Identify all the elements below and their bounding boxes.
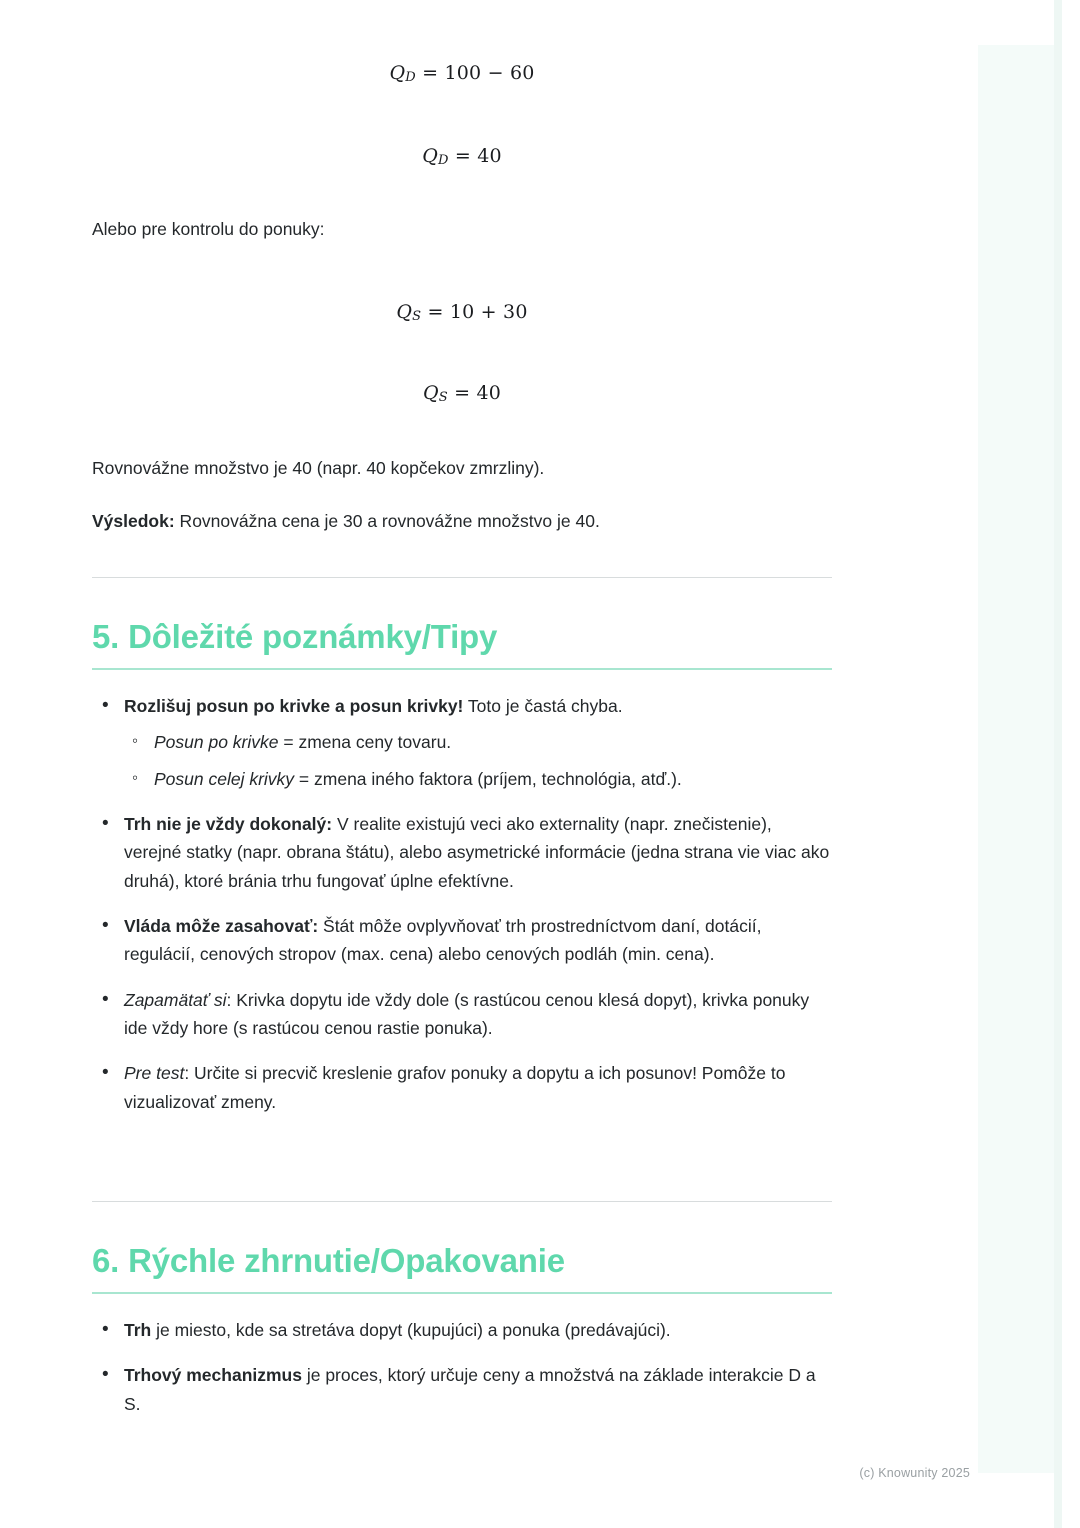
equation-2 — [92, 145, 832, 168]
list-item-bold: Rozlišuj posun po krivke a posun krivky! — [124, 696, 464, 717]
sub-item-text: = zmena ceny tovaru. — [278, 731, 452, 752]
section-heading-5: 5. Dôležité poznámky/Tipy — [92, 618, 498, 656]
equation-2-rhs: = 40 — [454, 145, 502, 167]
list-item-text: Toto je častá chyba. — [463, 696, 623, 717]
section-rule-5 — [92, 668, 832, 670]
equation-2-subscript: D — [437, 153, 449, 168]
equation-3-variable: Q — [396, 301, 413, 324]
paragraph-rovnovazne: Rovnovážne množstvo je 40 (napr. 40 kopčekov zmrzliny). — [92, 458, 545, 479]
equation-1 — [92, 62, 832, 85]
equation-2-variable: Q — [422, 145, 438, 167]
section-divider-bottom — [92, 1201, 832, 1202]
equation-4 — [92, 382, 832, 405]
paragraph-vysledok — [92, 508, 832, 535]
sub-list-item — [124, 766, 832, 793]
sub-item-italic: Posun celej krivky — [154, 768, 295, 789]
list-item-bold: Trh — [124, 1320, 152, 1341]
section-divider-top — [92, 577, 832, 578]
list-item — [92, 810, 832, 895]
equation-1-variable: Q — [389, 62, 406, 84]
equation-3 — [92, 301, 832, 324]
list-item-text: je proces, ktorý určuje ceny a množstvá na základe interakcie D a S. — [124, 1365, 816, 1414]
list-item — [92, 692, 832, 793]
sub-item-italic: Posun po krivke — [154, 731, 279, 752]
list-item — [92, 1059, 832, 1116]
sub-list-item — [124, 729, 832, 756]
vysledok-text: Rovnovážna cena je 30 a rovnovážne množstvo je 40. — [174, 511, 600, 532]
list-item-text: : Krivka dopytu ide vždy dole (s rastúcou cenou klesá dopyt), krivka ponuky ide vždy hore (s rastúcou cenou rastie ponuka). — [124, 989, 810, 1039]
section-5-list — [92, 692, 832, 1116]
list-item-bold: Trh nie je vždy dokonalý: — [124, 813, 333, 834]
list-item-text: je miesto, kde sa stretáva dopyt (kupujúci) a ponuka (predávajúci). — [151, 1320, 671, 1341]
list-item-text: : Určite si precvič kreslenie grafov ponuky a dopytu a ich posunov! Pomôže to vizualizovať zmeny. — [124, 1063, 786, 1112]
equation-1-subscript: D — [405, 70, 416, 85]
section-6-list — [92, 1316, 832, 1418]
list-item — [92, 986, 832, 1043]
watermark: (c) Knowunity 2025 — [859, 1466, 970, 1480]
equation-4-rhs: = 40 — [454, 382, 502, 405]
list-item — [92, 912, 832, 969]
vysledok-label: Výsledok: — [92, 511, 175, 532]
equation-4-subscript: S — [438, 390, 448, 406]
list-item-text: V realite existujú veci ako externality (napr. znečistenie), verejné statky (napr. obrana štátu), alebo asymetrické informácie (jedna strana vie viac ako druhá), ktoré bránia trhu fungovať úplne efektívne. — [124, 813, 830, 891]
list-item-text: Štát môže ovplyvňovať trh prostredníctvom daní, dotácií, regulácií, cenových stropov (max. cena) alebo cenových podláh (min. cena). — [124, 916, 762, 965]
list-item — [92, 1316, 832, 1344]
equation-4-variable: Q — [422, 382, 439, 405]
section-5-sublist — [124, 729, 832, 793]
sub-item-text: = zmena iného faktora (príjem, technológia, atď.). — [294, 768, 682, 789]
document-content — [92, 0, 832, 1435]
list-item — [92, 1361, 832, 1418]
equation-3-rhs: = 10 + 30 — [427, 301, 528, 324]
list-item-italic: Pre test — [124, 1063, 185, 1084]
list-item-bold: Vláda môže zasahovať: — [124, 916, 319, 936]
paragraph-alebo: Alebo pre kontrolu do ponuky: — [92, 219, 325, 239]
equation-3-subscript: S — [412, 309, 422, 325]
equation-1-rhs: = 100 − 60 — [422, 62, 535, 84]
list-item-bold: Trhový mechanizmus — [124, 1365, 302, 1386]
section-rule-6 — [92, 1292, 832, 1294]
page-edge-strip-inner — [978, 45, 1054, 1473]
list-item-italic: Zapamätať si — [124, 989, 227, 1010]
page-edge-strip-outer — [1054, 0, 1062, 1528]
section-heading-6: 6. Rýchle zhrnutie/Opakovanie — [92, 1242, 565, 1280]
